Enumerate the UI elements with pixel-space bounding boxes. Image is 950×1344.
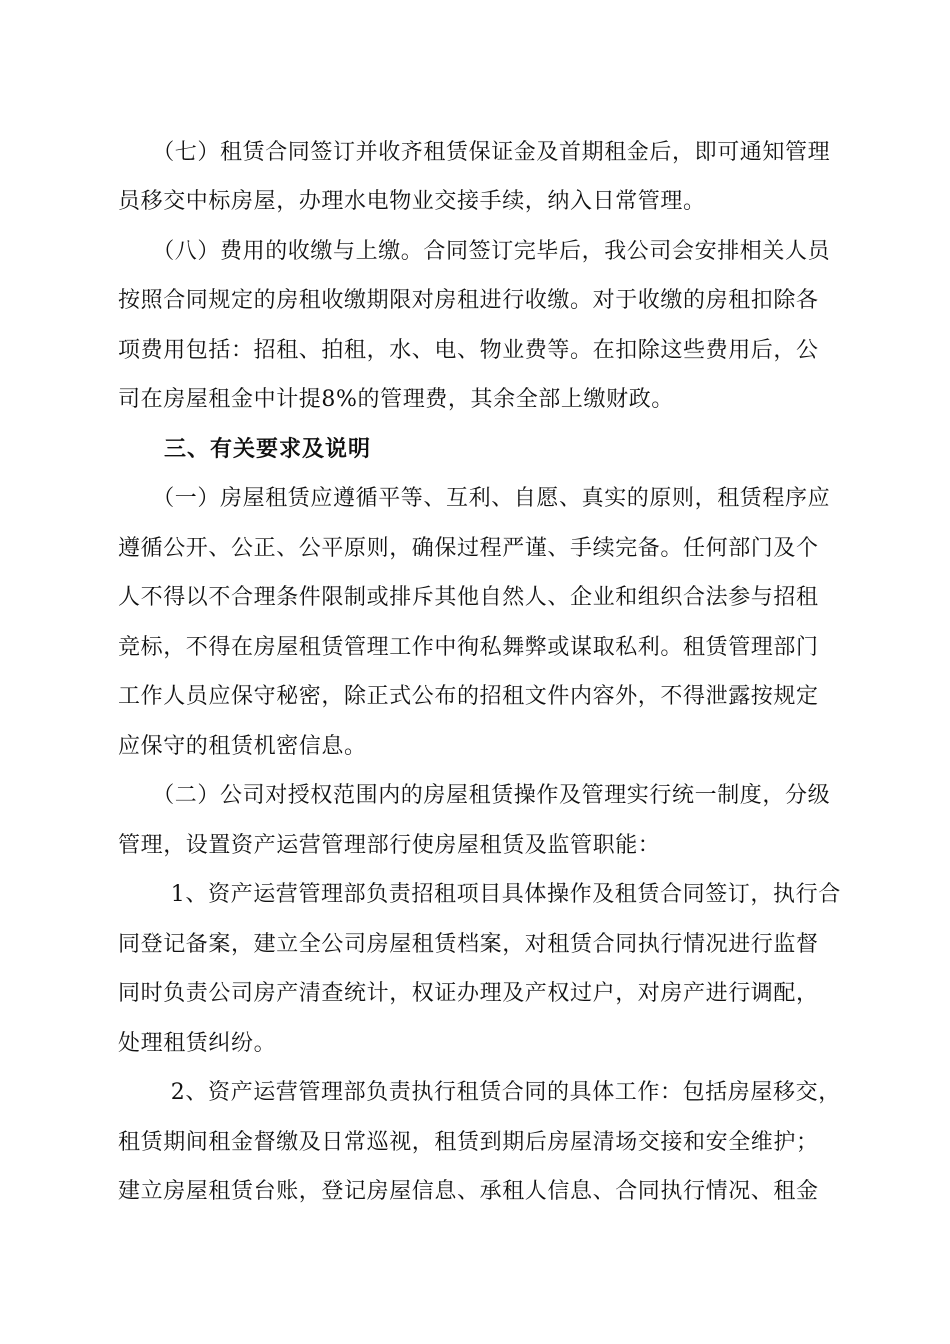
- item-2-line-2: 租赁期间租金督缴及日常巡视，租赁到期后房屋清场交接和安全维护；: [118, 1130, 819, 1155]
- requirement-2-line-2: 管理，设置资产运营管理部行使房屋租赁及监管职能：: [118, 833, 661, 858]
- item-1-line-2: 同登记备案，建立全公司房屋租赁档案，对租赁合同执行情况进行监督: [118, 932, 819, 957]
- requirement-1-line-5: 工作人员应保守秘密，除正式公布的招租文件内容外，不得泄露按规定: [118, 684, 819, 709]
- paragraph-8-line-1: （八）费用的收缴与上缴。合同签订完毕后，我公司会安排相关人员: [118, 239, 831, 264]
- item-1-line-1: 1、资产运营管理部负责招租项目具体操作及租赁合同签订，执行合: [118, 882, 841, 907]
- paragraph-8-line-3: 项费用包括：招租、拍租，水、电、物业费等。在扣除这些费用后，公: [118, 338, 819, 363]
- paragraph-8-line-2: 按照合同规定的房租收缴期限对房租进行收缴。对于收缴的房租扣除各: [118, 288, 819, 313]
- item-2-line-1: 2、资产运营管理部负责执行租赁合同的具体工作：包括房屋移交，: [118, 1080, 841, 1105]
- item-2-line-3: 建立房屋租赁台账，登记房屋信息、承租人信息、合同执行情况、租金: [118, 1179, 819, 1204]
- paragraph-8-line-4: 司在房屋租金中计提8%的管理费，其余全部上缴财政。: [118, 387, 674, 412]
- requirement-1-line-6: 应保守的租赁机密信息。: [118, 734, 367, 759]
- section-heading: 三、有关要求及说明: [118, 437, 372, 462]
- requirement-1-line-4: 竞标，不得在房屋租赁管理工作中徇私舞弊或谋取私利。租赁管理部门: [118, 635, 819, 660]
- requirement-1-line-3: 人不得以不合理条件限制或排斥其他自然人、企业和组织合法参与招租: [118, 585, 819, 610]
- item-1-line-3: 同时负责公司房产清查统计，权证办理及产权过户，对房产进行调配，: [118, 981, 819, 1006]
- item-1-line-4: 处理租赁纠纷。: [118, 1031, 277, 1056]
- paragraph-7-line-1: （七）租赁合同签订并收齐租赁保证金及首期租金后，即可通知管理: [118, 140, 831, 165]
- requirement-1-line-1: （一）房屋租赁应遵循平等、互利、自愿、真实的原则，租赁程序应: [118, 486, 831, 511]
- paragraph-7-line-2: 员移交中标房屋，办理水电物业交接手续，纳入日常管理。: [118, 189, 706, 214]
- requirement-2-line-1: （二）公司对授权范围内的房屋租赁操作及管理实行统一制度，分级: [118, 783, 831, 808]
- requirement-1-line-2: 遵循公开、公正、公平原则，确保过程严谨、手续完备。任何部门及个: [118, 536, 819, 561]
